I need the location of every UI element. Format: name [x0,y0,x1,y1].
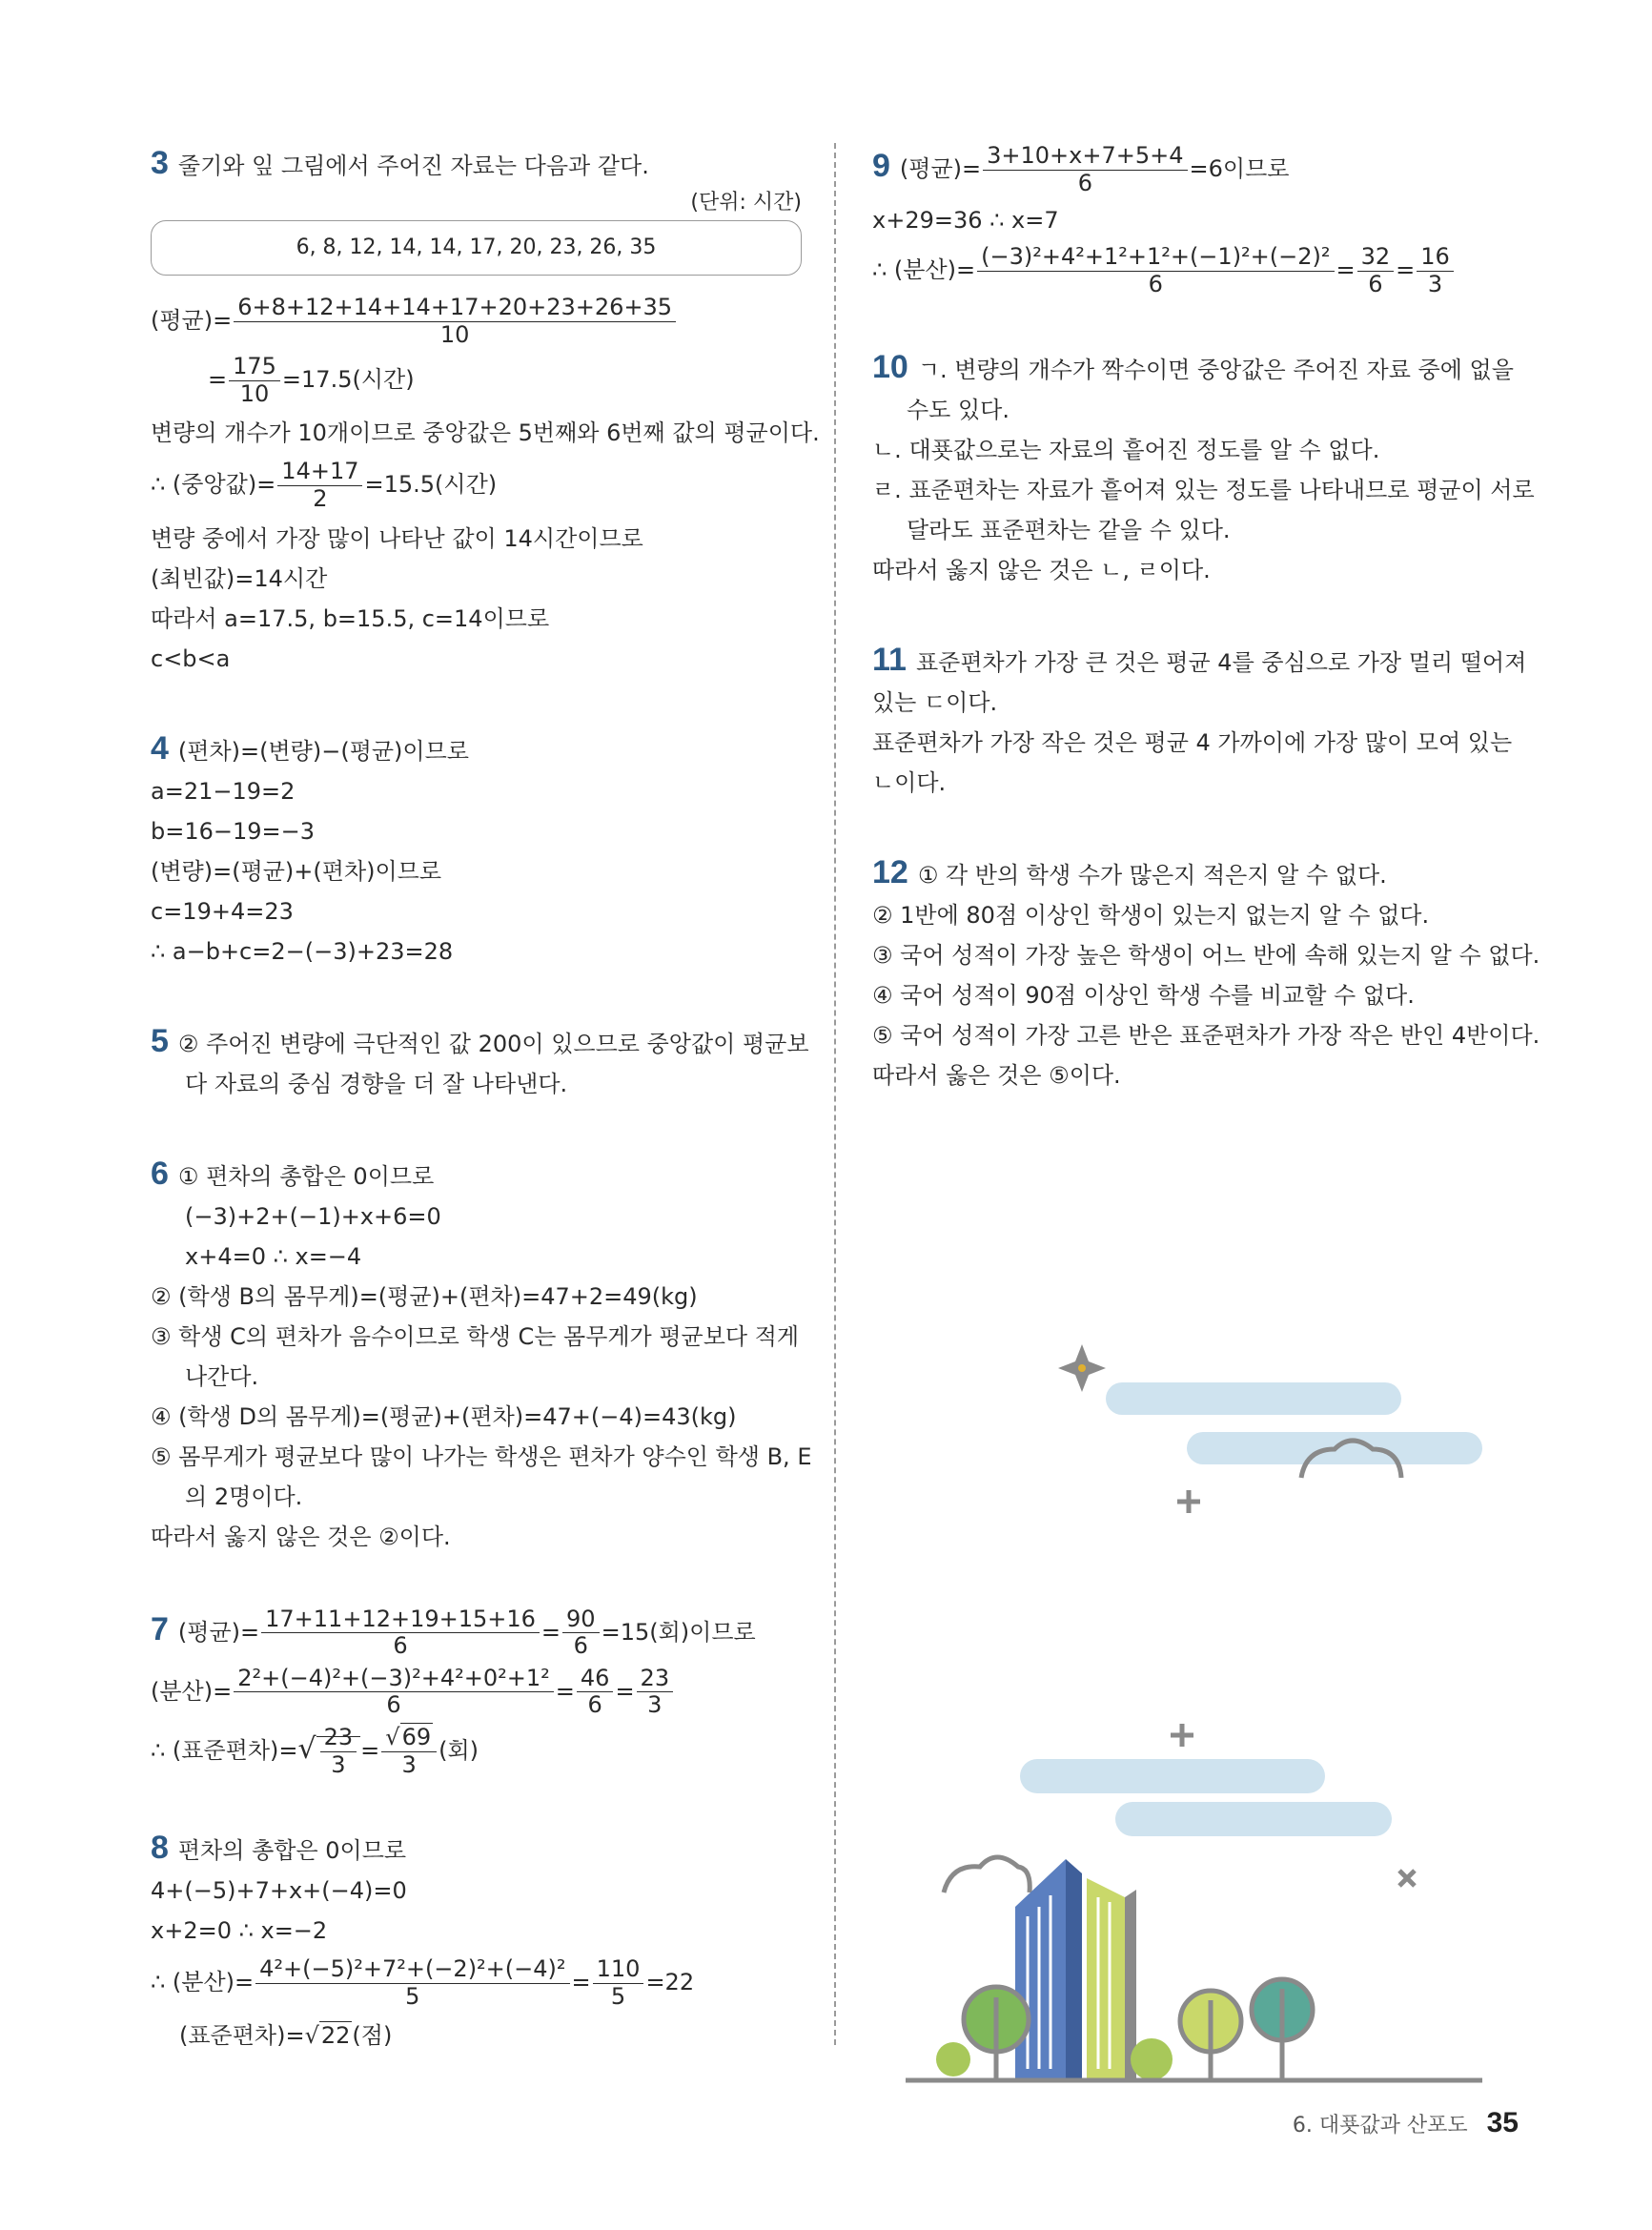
solution-line: ∴ a−b+c=2−(−3)+23=28 [151,937,454,965]
solution-line: ④ 국어 성적이 90점 이상인 학생 수를 비교할 수 없다. [872,982,1415,1010]
problem-3: 3 줄기와 잎 그림에서 주어진 자료는 다음과 같다. (단위: 시간) 6, 8, 12, 14, 14, 17, 20, 23, 26, 35 (평균)= $\frac{6+8+12+14+14+17+20+23+26+35}{10}$ = $\frac{175}{10}$ =17.5(시간) 변량의 개수가 10개이므로 중앙값은 5번째와 6번째 값의 평균이다. ∴ (중앙값)= $\frac{14+17}{2}$ =15.5(시간) 변량 중에서 가장 많이 나타난 값이 14시간이므로 (최빈값)=14시간 따라서 a=17.5, b=15.5, c=14이므로 c<b<a [151,143,802,679]
solution-line: ① 각 반의 학생 수가 많은지 적은지 알 수 없다. [917,862,1387,890]
chapter-title: 6. 대푯값과 산포도 [1292,2114,1468,2138]
solution-line: x+29=36 ∴ x=7 [872,207,1059,235]
solution-line: a=21−19=2 [151,777,296,805]
plus-icon [1171,1724,1193,1747]
problem-number: 9 [872,148,890,185]
problem-7: 7 (평균)= $\frac{17+11+12+19+15+16}{6}$ = $\frac{90}{6}$ =15(회)이므로 (분산)= $\frac{\text{2²+(−4)²+(−3)²+4²+0²+1²}}{6}$ = $\frac{46}{6}$ = $\frac{23}{3}$ ∴ (표준편차)=√ $\frac{23}{3}$ = $\frac{√69}{3}$ (회) [151,1605,756,1778]
solution-line: 편차의 총합은 0이므로 [177,1837,407,1865]
left-column [151,143,820,2105]
solution-line: (편차)=(변량)−(평균)이므로 [177,737,469,765]
order: c<b<a [151,644,231,672]
solution-line: ㄴ이다. [872,769,947,797]
plus-icon [1177,1490,1200,1513]
solution-line: ① 편차의 총합은 0이므로 [177,1162,435,1190]
page-number: 35 [1486,2107,1519,2138]
solution-line: ⑤ 국어 성적이 가장 고른 반은 표준편차가 가장 작은 반인 4반이다. [872,1022,1540,1050]
cross-icon [1399,1871,1415,1886]
problem-8: 8 편차의 총합은 0이므로 4+(−5)+7+x+(−4)=0 x+2=0 ∴ x=−2 ∴ (분산)= $\frac{\text{4²+(−5)²+7²+(−2)²+(−4)²}}{5}$ = $\frac{110}{5}$ =22 (표준편차)=√22(점) [151,1828,802,2056]
problem-number: 3 [151,145,169,181]
problem-9: 9 (평균)= $\frac{3+10+x+7+5+4}{6}$ =6이므로 x+29=36 ∴ x=7 ∴ (분산)= $\frac{\text{(−3)²+4²+1²+1²+(−1)²+(−2)²}}{6}$ = $\frac{32}{6}$ = $\frac{16}{3}$ [872,143,1516,297]
cloud-icon [1106,1382,1401,1415]
solution-line: ② (학생 B의 몸무게)=(평균)+(편차)=47+2=49(kg) [151,1282,698,1310]
column-divider [834,143,836,2045]
unit-label: (단위: 시간) [690,191,802,215]
solution-line: (−3)+2+(−1)+x+6=0 [185,1202,441,1230]
problem-number: 12 [872,854,908,891]
mode-value: (최빈값)=14시간 [151,564,328,592]
solution-line: 따라서 옳은 것은 ⑤이다. [872,1062,1121,1090]
cloud-icon [1020,1759,1325,1793]
solution-line: ② 주어진 변량에 극단적인 값 200이 있으므로 중앙값이 평균보 [177,1030,809,1057]
solution-line: c=19+4=23 [151,897,294,925]
solution-line: 따라서 옳지 않은 것은 ②이다. [151,1523,451,1550]
problem-number: 6 [151,1155,169,1192]
solution-line: x+2=0 ∴ x=−2 [151,1917,328,1945]
city-illustration [896,1325,1506,2088]
solution-line: 다 자료의 중심 경향을 더 잘 나타낸다. [185,1070,568,1097]
problem-12 [872,852,1540,1095]
mean-fraction-2: $\frac{175}{10}$ [229,354,280,407]
conclusion: 따라서 a=17.5, b=15.5, c=14이므로 [151,604,550,632]
solution-line: 표준편차가 가장 작은 것은 평균 4 가까이에 가장 많이 모여 있는 [872,729,1513,757]
problem-number: 8 [151,1830,169,1867]
tree-icon [1180,1991,1241,2078]
problem-11 [872,640,1527,803]
median-text: 변량의 개수가 10개이므로 중앙값은 5번째와 6번째 값의 평균이다. [151,419,820,447]
solution-line: ③ 학생 C의 편차가 음수이므로 학생 C는 몸무게가 평균보다 적게 [151,1322,800,1350]
solution-line: 달라도 표준편차는 같을 수 있다. [907,517,1231,544]
data-box: 6, 8, 12, 14, 14, 17, 20, 23, 26, 35 [151,220,802,276]
problem-intro: 줄기와 잎 그림에서 주어진 자료는 다음과 같다. [177,153,649,179]
solution-line: ④ (학생 D의 몸무게)=(평균)+(편차)=47+(−4)=43(kg) [151,1402,737,1430]
solution-line: 있는 ㄷ이다. [872,689,998,717]
solution-line: 4+(−5)+7+x+(−4)=0 [151,1877,407,1905]
page-footer [1293,2107,1519,2139]
mean-fraction: $\frac{6+8+12+14+14+17+20+23+26+35}{10}$ [234,295,676,348]
solution-line: 따라서 옳지 않은 것은 ㄴ, ㄹ이다. [872,557,1211,584]
problem-5 [151,1021,809,1104]
solution-line: ㄹ. 표준편차는 자료가 흩어져 있는 정도를 나타내므로 평균이 서로 [872,477,1535,504]
mode-text: 변량 중에서 가장 많이 나타난 값이 14시간이므로 [151,524,643,552]
problem-4 [151,728,802,972]
problem-number: 5 [151,1022,169,1059]
solution-line: ⑤ 몸무게가 평균보다 많이 나가는 학생은 편차가 양수인 학생 B, E [151,1442,812,1470]
median-fraction: $\frac{14+17}{2}$ [277,459,362,512]
solution-line: (변량)=(평균)+(편차)이므로 [151,857,442,885]
problem-10 [872,347,1535,590]
solution-line: ㄱ. 변량의 개수가 짝수이면 중앙값은 주어진 자료 중에 없을 [917,357,1514,384]
solution-line: ② 1반에 80점 이상인 학생이 있는지 없는지 알 수 없다. [872,902,1430,930]
solution-line: 수도 있다. [907,397,1010,424]
problem-6 [151,1154,812,1557]
tree-icon [1252,1979,1313,2078]
solution-line: 나간다. [185,1362,259,1390]
solution-line: b=16−19=−3 [151,817,316,845]
solution-line: x+4=0 ∴ x=−4 [185,1242,362,1270]
solution-line: ㄴ. 대푯값으로는 자료의 흩어진 정도를 알 수 없다. [872,437,1380,464]
problem-number: 4 [151,729,169,767]
problem-number: 11 [872,642,907,679]
solution-line: ③ 국어 성적이 가장 높은 학생이 어느 반에 속해 있는지 알 수 없다. [872,942,1540,970]
right-column [872,142,1540,1145]
building-icon [1087,1878,1125,2078]
solution-line: 의 2명이다. [185,1483,303,1510]
solution-line: 표준편차가 가장 큰 것은 평균 4를 중심으로 가장 멀리 떨어져 [915,649,1527,677]
cloud-icon [1115,1802,1392,1836]
problem-number: 10 [872,349,908,386]
problem-number: 7 [151,1610,169,1647]
mean-label: (평균)= [151,307,233,335]
